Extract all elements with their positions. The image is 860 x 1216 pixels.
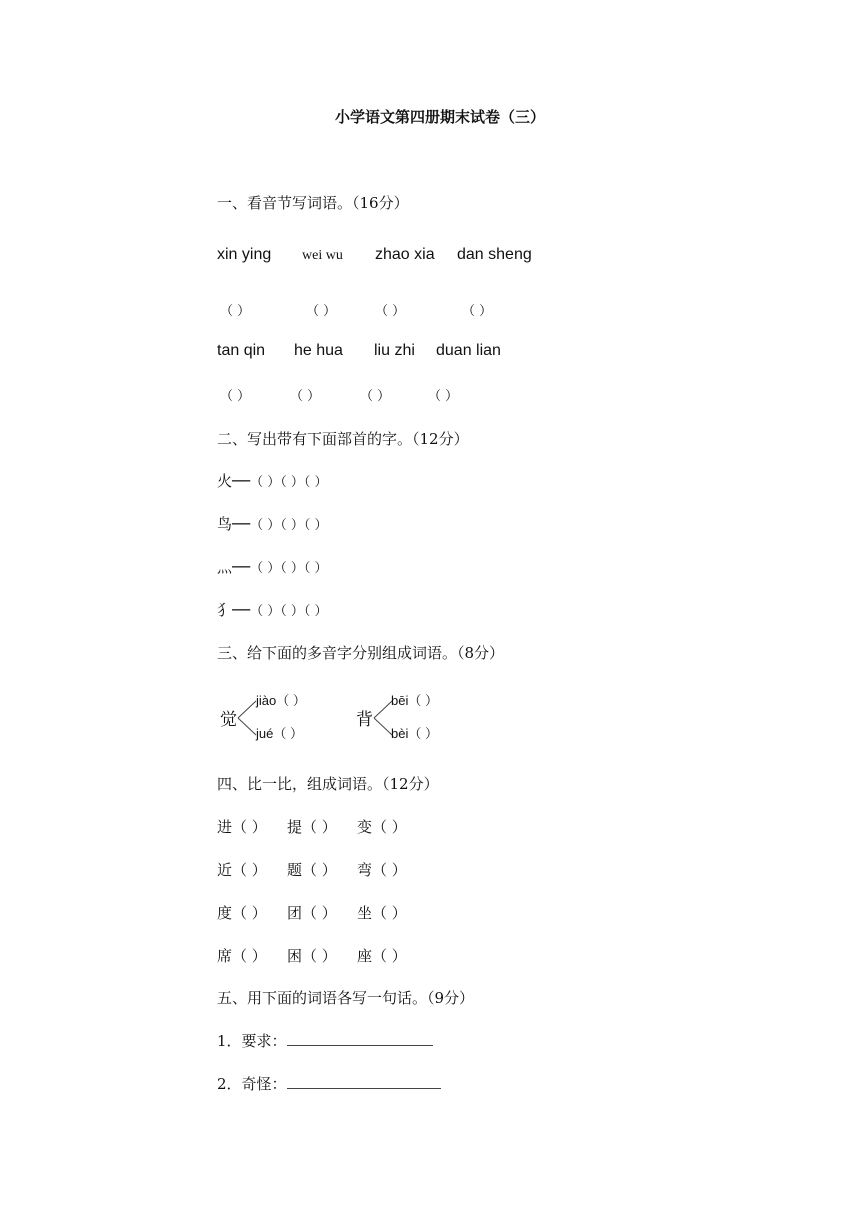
radical-label: 火── (217, 472, 251, 490)
sentence-label: 1．要求： (217, 1032, 287, 1050)
pinyin-3: zhao xia (375, 246, 435, 263)
word-slot[interactable]: 困（ ） (287, 947, 337, 965)
word-slot[interactable]: 度（ ） (217, 904, 267, 922)
sentence-item (217, 1030, 433, 1051)
radical-row (217, 556, 327, 577)
answer-blank[interactable]: （ ） (306, 304, 337, 319)
section2-heading: 二、写出带有下面部首的字。（12分） (217, 430, 469, 448)
compare-row (217, 859, 407, 880)
answer-blank[interactable]: （ ） (428, 389, 459, 404)
pinyin-8: duan lian (436, 342, 501, 359)
word-slot[interactable]: 席（ ） (217, 947, 267, 965)
pinyin-1: xin yinɡ (217, 246, 272, 263)
section1-heading: 一、看音节写词语。（16分） (217, 194, 409, 212)
sentence-line[interactable] (287, 1074, 441, 1089)
radical-row (217, 513, 327, 534)
compare-row (217, 816, 407, 837)
sentence-line[interactable] (287, 1031, 433, 1046)
pinyin-5: tan qin (217, 342, 266, 359)
sentence-item (217, 1073, 441, 1094)
answer-blank[interactable]: （ ） (360, 389, 391, 404)
pinyin-2: wei wu (302, 248, 343, 263)
radical-label: 犭── (217, 601, 251, 619)
reading-top[interactable]: bēi（ ） (391, 693, 438, 708)
answer-blanks[interactable]: （ ）（ ）（ ） (250, 561, 328, 576)
reading-bottom[interactable]: jué（ ） (256, 726, 303, 741)
polyphone-char: 背 (356, 710, 373, 730)
answer-blank[interactable]: （ ） (462, 304, 493, 319)
section3-heading: 三、给下面的多音字分别组成词语。（8分） (217, 644, 505, 662)
compare-row (217, 945, 407, 966)
compare-row (217, 902, 407, 923)
radical-label: 鸟── (217, 515, 251, 533)
word-slot[interactable]: 提（ ） (287, 818, 337, 836)
answer-blank[interactable]: （ ） (290, 389, 321, 404)
word-slot[interactable]: 弯（ ） (357, 861, 407, 879)
page-title: 小学语文第四册期末试卷（三） (335, 108, 546, 126)
answer-blank[interactable]: （ ） (220, 389, 251, 404)
word-slot[interactable]: 近（ ） (217, 861, 267, 879)
word-slot[interactable]: 进（ ） (217, 818, 267, 836)
answer-blanks[interactable]: （ ）（ ）（ ） (250, 604, 328, 619)
word-slot[interactable]: 坐（ ） (357, 904, 407, 922)
radical-row (217, 470, 327, 491)
word-slot[interactable]: 团（ ） (287, 904, 337, 922)
pinyin-6: he hua (294, 342, 343, 359)
pinyin-7: liu zhi (374, 342, 415, 359)
answer-blank[interactable]: （ ） (220, 304, 251, 319)
answer-blanks[interactable]: （ ）（ ）（ ） (250, 518, 328, 533)
radical-label: 灬── (217, 558, 251, 576)
reading-top[interactable]: jiào（ ） (256, 693, 306, 708)
answer-blanks[interactable]: （ ）（ ）（ ） (250, 475, 328, 490)
word-slot[interactable]: 座（ ） (357, 947, 407, 965)
word-slot[interactable]: 变（ ） (357, 818, 407, 836)
bracket-lines-icon (236, 698, 258, 738)
radical-row (217, 599, 327, 620)
reading-bottom[interactable]: bèi（ ） (391, 726, 438, 741)
pinyin-4: dan sheng (457, 246, 532, 263)
polyphone-char: 觉 (220, 710, 237, 730)
section4-heading: 四、比一比，组成词语。（12分） (217, 775, 439, 793)
word-slot[interactable]: 题（ ） (287, 861, 337, 879)
section5-heading: 五、用下面的词语各写一句话。（9分） (217, 989, 475, 1007)
answer-blank[interactable]: （ ） (375, 304, 406, 319)
sentence-label: 2．奇怪： (217, 1075, 287, 1093)
